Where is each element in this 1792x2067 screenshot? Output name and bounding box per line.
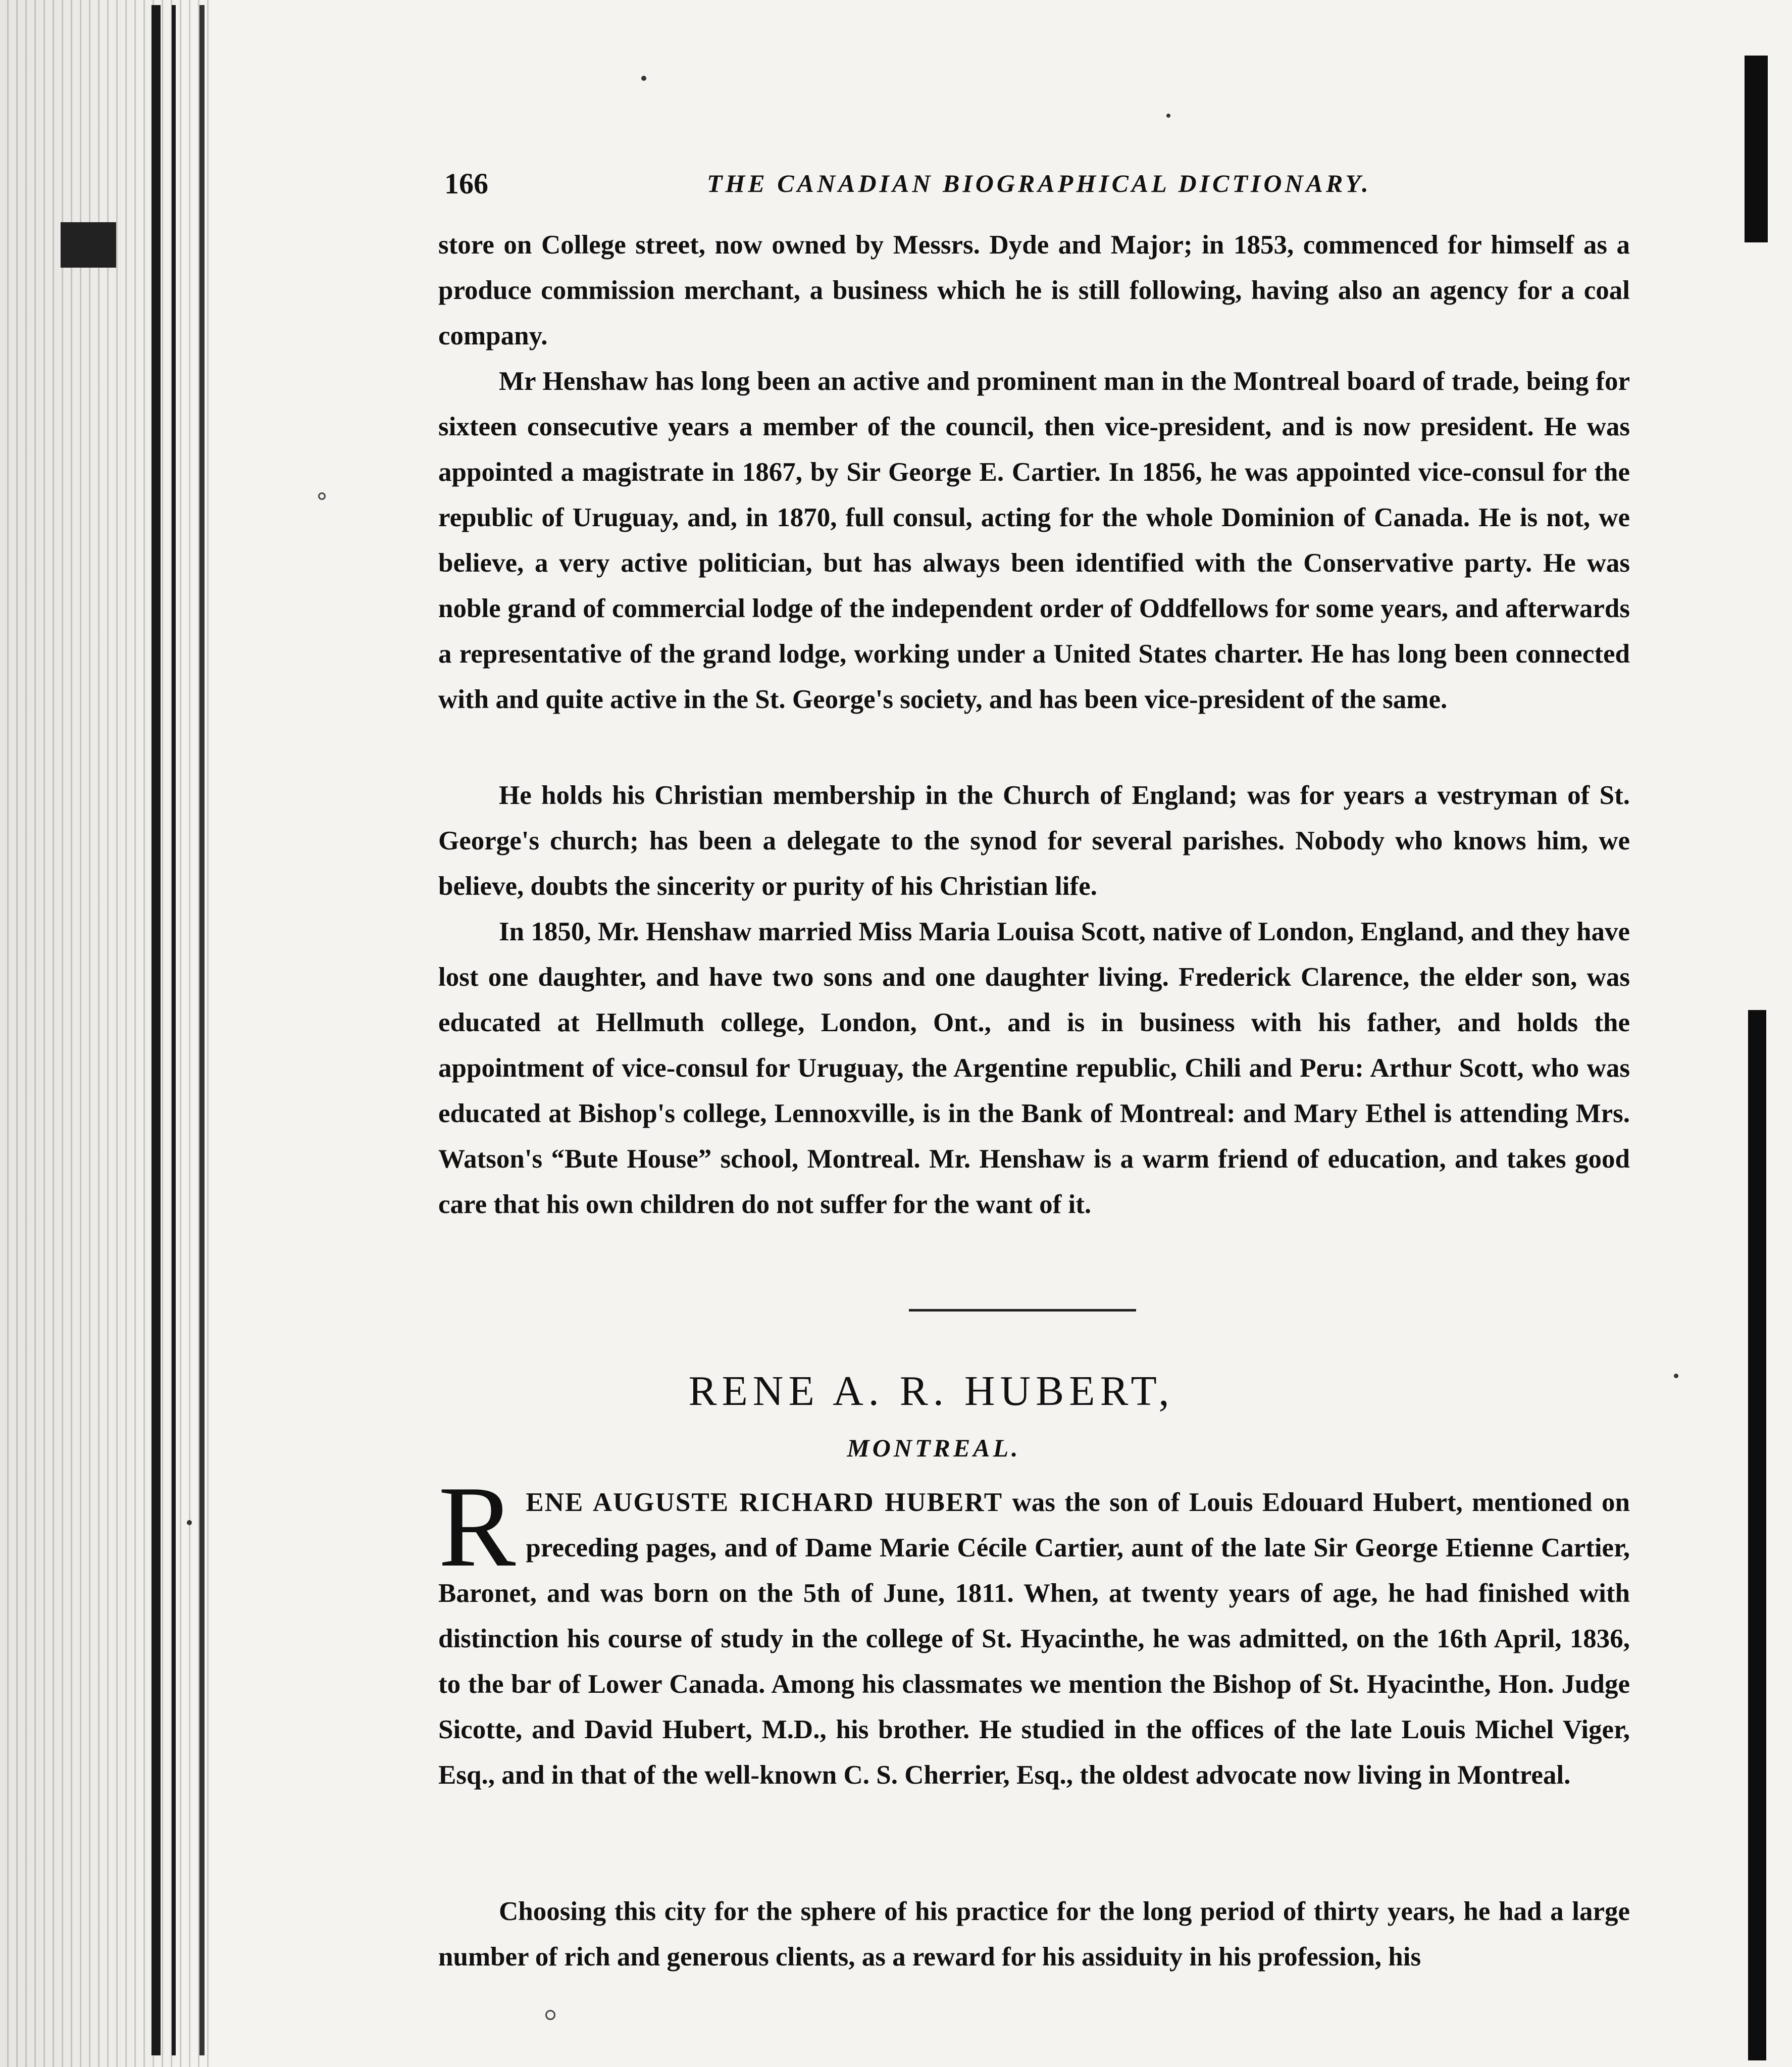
lead-caps: ENE AUGUSTE RICHARD HUBERT: [526, 1488, 1003, 1517]
entry-place: MONTREAL.: [847, 1434, 1021, 1462]
page-number: 166: [444, 167, 488, 200]
henshaw-paragraph-4: In 1850, Mr. Henshaw married Miss Maria Louisa Scott, native of London, England, and they have lost one daughter, and have two sons and one daughter living. Frederick Clarence, the elder son, was educated at Hellmuth college, London, Ont., and is in business with his father, and holds the appointment of vice-consul for Uruguay, the Argentine republic, Chili and Peru: Arthur Scott, who was educated at Bishop's college, Lennoxville, is in the Bank of Montreal: and Mary Ethel is attending Mrs. Watson's “Bute House” school, Montreal. Mr. Henshaw is a warm friend of education, and takes good care that his own children do not suffer for the want of it.: [438, 917, 1630, 1219]
drop-cap: R: [438, 1462, 516, 1591]
entry-title: RENE A. R. HUBERT,: [688, 1368, 1174, 1415]
scan-artifact-bar: [199, 5, 204, 2055]
scan-speck: [1166, 114, 1170, 118]
henshaw-paragraph-2: Mr Henshaw has long been an active and prominent man in the Montreal board of trade, being for sixteen consecutive years a member of the council, then vice-president, and is now president. He was appointed a magistrate in 1867, by Sir George E. Cartier. In 1856, he was appointed vice-consul for the republic of Uruguay, and, in 1870, full consul, acting for the whole Dominion of Canada. He is not, we believe, a very active politician, but has always been identified with the Conservative party. He was noble grand of commercial lodge of the independent order of Oddfellows for some years, and afterwards a representative of the grand lodge, working under a United States charter. He has long been connected with and quite active in the St. George's society, and has been vice-president of the same.: [438, 367, 1630, 714]
scan-speck: [1674, 1374, 1678, 1378]
hubert-paragraph-1-text: was the son of Louis Edouard Hubert, mentioned on preceding pages, and of Dame Marie Cécile Cartier, aunt of the late Sir George Etienne Cartier, Baronet, and was born on the 5th of June, 1811. When, at twenty years of age, he had finished with distinction his course of study in the college of St. Hyacinthe, he was admitted, on the 16th April, 1836, to the bar of Lower Canada. Among his classmates we mention the Bishop of St. Hyacinthe, Hon. Judge Sicotte, and David Hubert, M.D., his brother. He studied in the offices of the late Louis Michel Viger, Esq., and in that of the well-known C. S. Cherrier, Esq., the oldest advocate now living in Montreal.: [438, 1488, 1630, 1790]
scan-speck: [187, 1520, 192, 1525]
henshaw-paragraph-3: He holds his Christian membership in the Church of England; was for years a vestryman of St. George's church; has been a delegate to the synod for several parishes. Nobody who knows him, we believe, doubts the sincerity or purity of his Christian life.: [438, 781, 1630, 901]
scan-artifact-bar: [172, 5, 176, 2055]
hubert-paragraph-1: [438, 1462, 1630, 1798]
scan-edge-shadow: [0, 0, 212, 2067]
scan-speck: [641, 76, 646, 81]
section-divider: [909, 1309, 1136, 1312]
scan-artifact-bar: [151, 5, 161, 2055]
hubert-paragraph-2: Choosing this city for the sphere of his practice for the long period of thirty years, he had a large number of rich and generous clients, as a reward for his assiduity in his profession, his: [438, 1897, 1630, 1972]
scan-speck: [545, 2010, 555, 2020]
running-head: THE CANADIAN BIOGRAPHICAL DICTIONARY.: [707, 169, 1371, 197]
scan-artifact-bar-right: [1745, 56, 1768, 242]
henshaw-paragraph-1: store on College street, now owned by Messrs. Dyde and Major; in 1853, commenced for himself as a produce commission merchant, a business which he is still following, having also an agency for a coal company.: [438, 230, 1630, 350]
scan-speck: [318, 492, 326, 500]
scan-artifact-bar-right: [1748, 1010, 1766, 2060]
scan-artifact-block: [61, 222, 116, 268]
page-header: [444, 167, 1631, 212]
